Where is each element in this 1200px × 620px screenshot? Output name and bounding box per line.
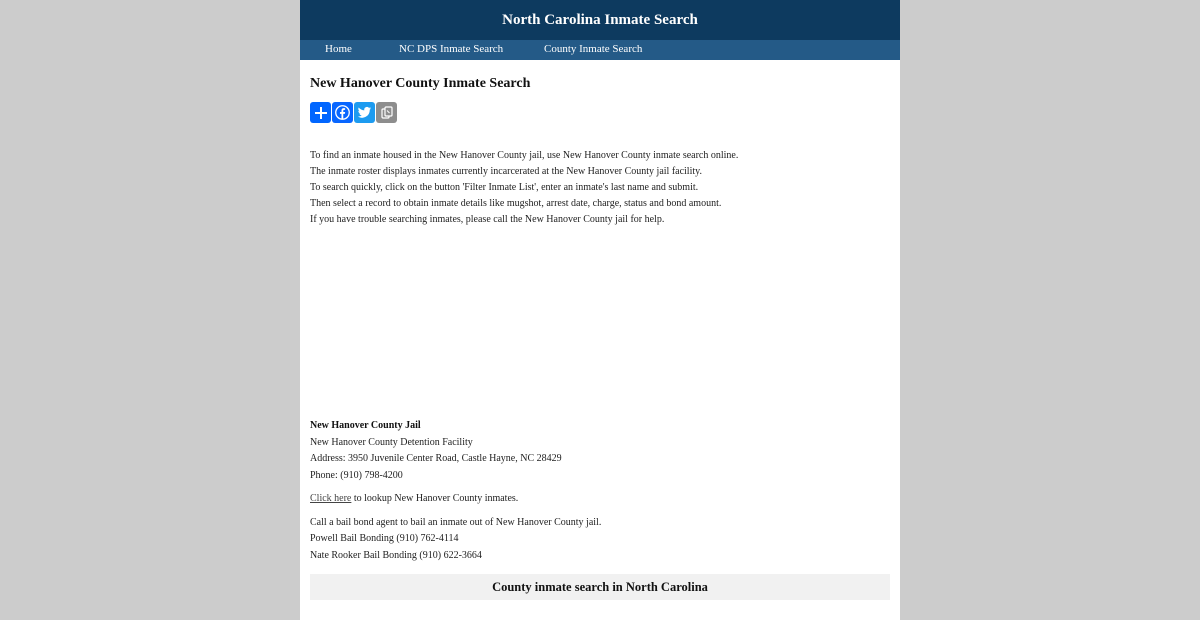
site-title: North Carolina Inmate Search bbox=[502, 11, 698, 28]
main-nav bbox=[300, 40, 900, 60]
lookup-line bbox=[310, 491, 890, 508]
facebook-share-button[interactable] bbox=[332, 102, 353, 123]
intro-line: If you have trouble searching inmates, please call the New Hanover County jail for help. bbox=[310, 214, 665, 225]
jail-name: New Hanover County Jail bbox=[310, 420, 421, 431]
nav-item-county-inmate-search[interactable]: County Inmate Search bbox=[544, 43, 643, 55]
lookup-text: to lookup New Hanover County inmates. bbox=[351, 493, 519, 504]
site-header bbox=[300, 0, 900, 40]
bail-intro: Call a bail bond agent to bail an inmate out of New Hanover County jail. bbox=[310, 516, 602, 528]
add-share-button[interactable] bbox=[310, 102, 331, 123]
jail-info bbox=[310, 418, 890, 564]
nav-item-nc-dps-inmate-search[interactable]: NC DPS Inmate Search bbox=[399, 43, 504, 55]
intro-line: The inmate roster displays inmates currently incarcerated at the New Hanover County jail facility. bbox=[310, 166, 702, 177]
bail-info bbox=[310, 515, 890, 565]
bail-agent: Powell Bail Bonding (910) 762-4114 bbox=[310, 533, 459, 544]
county-thumbnails bbox=[310, 600, 890, 620]
bail-agent: Nate Rooker Bail Bonding (910) 622-3664 bbox=[310, 549, 482, 561]
intro-line: To find an inmate housed in the New Hanover County jail, use New Hanover County inmate search online. bbox=[310, 150, 739, 161]
intro-text bbox=[310, 148, 890, 228]
county-search-section-heading: County inmate search in North Carolina bbox=[310, 574, 890, 600]
share-bar bbox=[310, 102, 890, 123]
facebook-icon bbox=[335, 105, 350, 120]
intro-line: To search quickly, click on the button 'Filter Inmate List', enter an inmate's last name and submit. bbox=[310, 182, 699, 193]
nav-item-home[interactable]: Home bbox=[325, 43, 352, 55]
page-title: New Hanover County Inmate Search bbox=[310, 76, 531, 91]
intro-line: Then select a record to obtain inmate details like mugshot, arrest date, charge, status and bond amount. bbox=[310, 198, 722, 209]
jail-phone: Phone: (910) 798-4200 bbox=[310, 469, 403, 481]
lookup-link[interactable]: Click here bbox=[310, 493, 352, 504]
page-container bbox=[300, 0, 900, 620]
ad-placeholder bbox=[310, 228, 890, 418]
twitter-icon bbox=[357, 105, 372, 120]
copy-link-button[interactable] bbox=[376, 102, 397, 123]
twitter-share-button[interactable] bbox=[354, 102, 375, 123]
jail-address: Address: 3950 Juvenile Center Road, Castle Hayne, NC 28429 bbox=[310, 453, 562, 464]
jail-facility: New Hanover County Detention Facility bbox=[310, 436, 473, 448]
main-content bbox=[300, 76, 900, 620]
copy-link-icon bbox=[380, 106, 394, 120]
add-share-icon bbox=[314, 106, 328, 120]
